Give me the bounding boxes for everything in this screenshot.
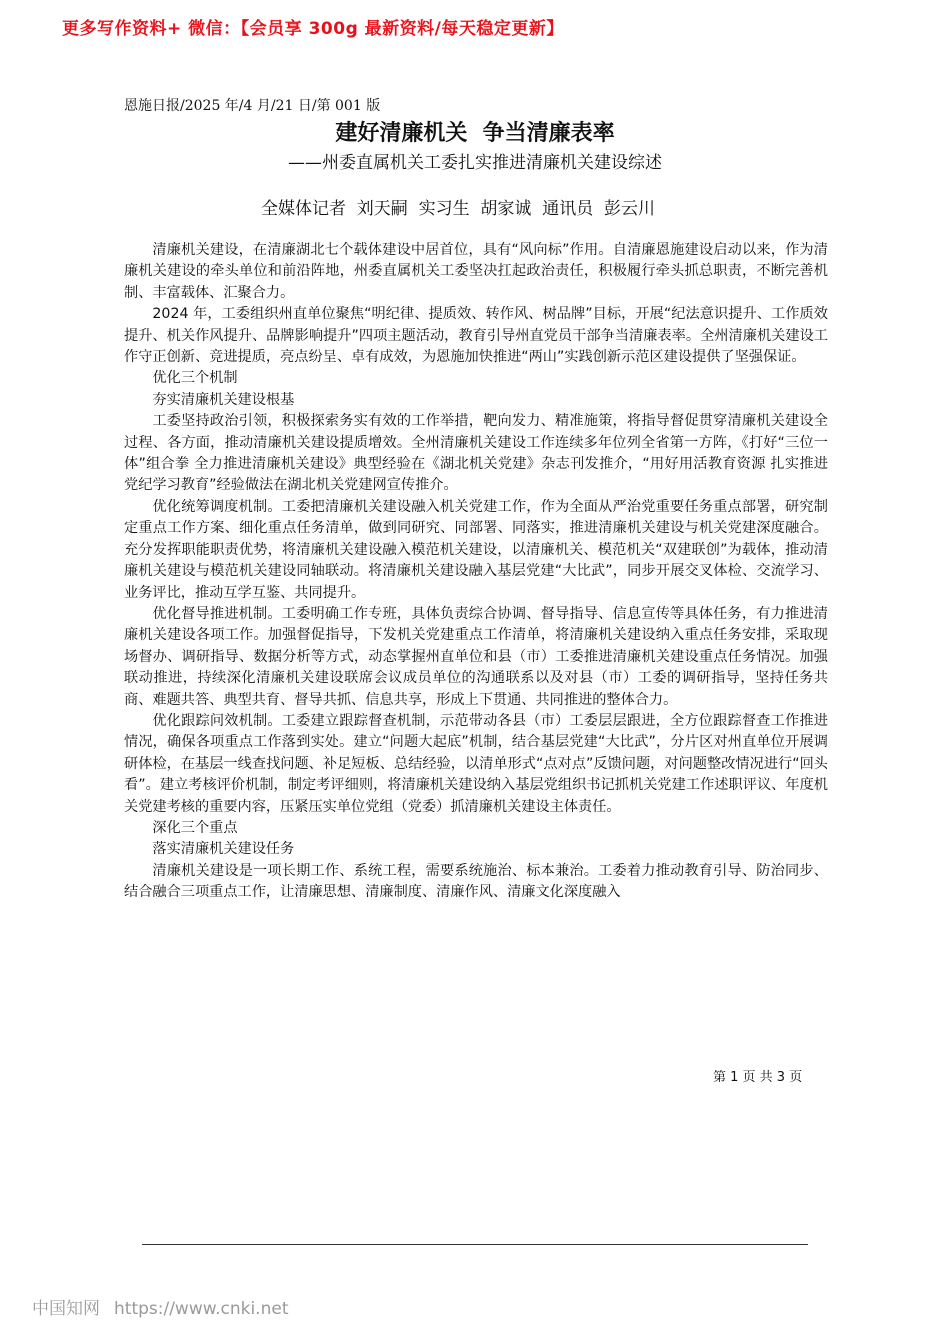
section-subheading: 落实清廉机关建设任务 <box>152 841 295 858</box>
paragraph: 优化跟踪问效机制。工委建立跟踪督查机制，示范带动各县（市）工委层层跟进，全方位跟踪督查工作推进情况，确保各项重点工作落到实处。建立“问题大起底”机制，结合基层党建“大比武”，分片区对州直单位开展调研体检，在基层一线查找问题、补足短板、总结经验，以清单形式“点对点”反馈问题，对问题整改情况进行“回头看”。建立考核评价机制，制定考评细则，将清廉机关建设纳入基层党组织书记抓机关党建工作述职评议、年度机关党建考核的重要内容，压紧压实单位党组（党委）抓清廉机关建设主体责任。 <box>124 712 828 815</box>
watermark <box>32 1294 288 1319</box>
paragraph: 优化统筹调度机制。工委把清廉机关建设融入机关党建工作，作为全面从严治党重要任务重点部署，研究制定重点工作方案、细化重点任务清单，做到同研究、同部署、同落实，推进清廉机关建设与机关党建深度融合。充分发挥职能职责优势，将清廉机关建设融入模范机关建设，以清廉机关、模范机关“双建联创”为载体，推动清廉机关建设与模范机关建设同轴联动。将清廉机关建设融入基层党建“大比武”，同步开展交叉体检、交流学习、业务评比，推动互学互鉴、共同提升。 <box>124 498 828 601</box>
section-subheading: 夯实清廉机关建设根基 <box>152 391 295 408</box>
article-title: 建好清廉机关 争当清廉表率 <box>335 121 615 146</box>
footer-divider <box>142 1244 808 1245</box>
paragraph: 2024 年，工委组织州直单位聚焦“明纪律、提质效、转作风、树品牌”目标，开展“纪法意识提升、工作质效提升、机关作风提升、品牌影响提升”四项主题活动，教育引导州直党员干部争当清廉表率。全州清廉机关建设工作守正创新、竞进提质，亮点纷呈、卓有成效，为恩施加快推进“两山”实践创新示范区建设提供了坚强保证。 <box>124 306 828 366</box>
section-heading: 优化三个机制 <box>152 370 238 387</box>
promo-banner: 更多写作资料+ 微信：【会员享 300g 最新资料/每天稳定更新】 <box>62 19 564 39</box>
article-subtitle: ——州委直属机关工委扎实推进清廉机关建设综述 <box>288 153 662 173</box>
paragraph: 清廉机关建设，在清廉湖北七个载体建设中居首位，具有“风向标”作用。自清廉恩施建设启动以来，作为清廉机关建设的牵头单位和前沿阵地，州委直属机关工委坚决扛起政治责任，积极履行牵头抓总职责，不断完善机制、丰富载体、汇聚合力。 <box>124 242 828 301</box>
watermark-site-name: 中国知网 <box>32 1299 100 1319</box>
paragraph: 清廉机关建设是一项长期工作、系统工程，需要系统施治、标本兼治。工委着力推动教育引导、防治同步、结合融合三项重点工作，让清廉思想、清廉制度、清廉作风、清廉文化深度融入 <box>124 862 828 901</box>
source-line: 恩施日报/2025 年/4 月/21 日/第 001 版 <box>124 98 381 114</box>
watermark-url: https://www.cnki.net <box>114 1299 289 1319</box>
section-heading: 深化三个重点 <box>152 819 238 836</box>
article-body <box>124 240 828 904</box>
paragraph: 工委坚持政治引领，积极探索务实有效的工作举措，靶向发力、精准施策，将指导督促贯穿清廉机关建设全过程、各方面，推动清廉机关建设提质增效。全州清廉机关建设工作连续多年位列全省第一方阵，《打好“三位一体”组合拳 全力推进清廉机关建设》典型经验在《湖北机关党建》杂志刊发推介，“用好用活教育资源 扎实推进党纪学习教育”经验做法在湖北机关党建网宣传推介。 <box>124 413 828 494</box>
page-number: 第 1 页 共 3 页 <box>713 1070 803 1085</box>
article-byline: 全媒体记者 刘天嗣 实习生 胡家诚 通讯员 彭云川 <box>260 199 656 219</box>
paragraph: 优化督导推进机制。工委明确工作专班，具体负责综合协调、督导指导、信息宣传等具体任务，有力推进清廉机关建设各项工作。加强督促指导，下发机关党建重点工作清单，将清廉机关建设纳入重点任务安排，采取现场督办、调研指导、数据分析等方式，动态掌握州直单位和县（市）工委推进清廉机关建设重点任务情况。加强联动推进，持续深化清廉机关建设联席会议成员单位的沟通联系以及对县（市）工委的调研指导，坚持任务共商、难题共答、典型共育、督导共抓、信息共享，形成上下贯通、共同推进的整体合力。 <box>124 605 828 708</box>
